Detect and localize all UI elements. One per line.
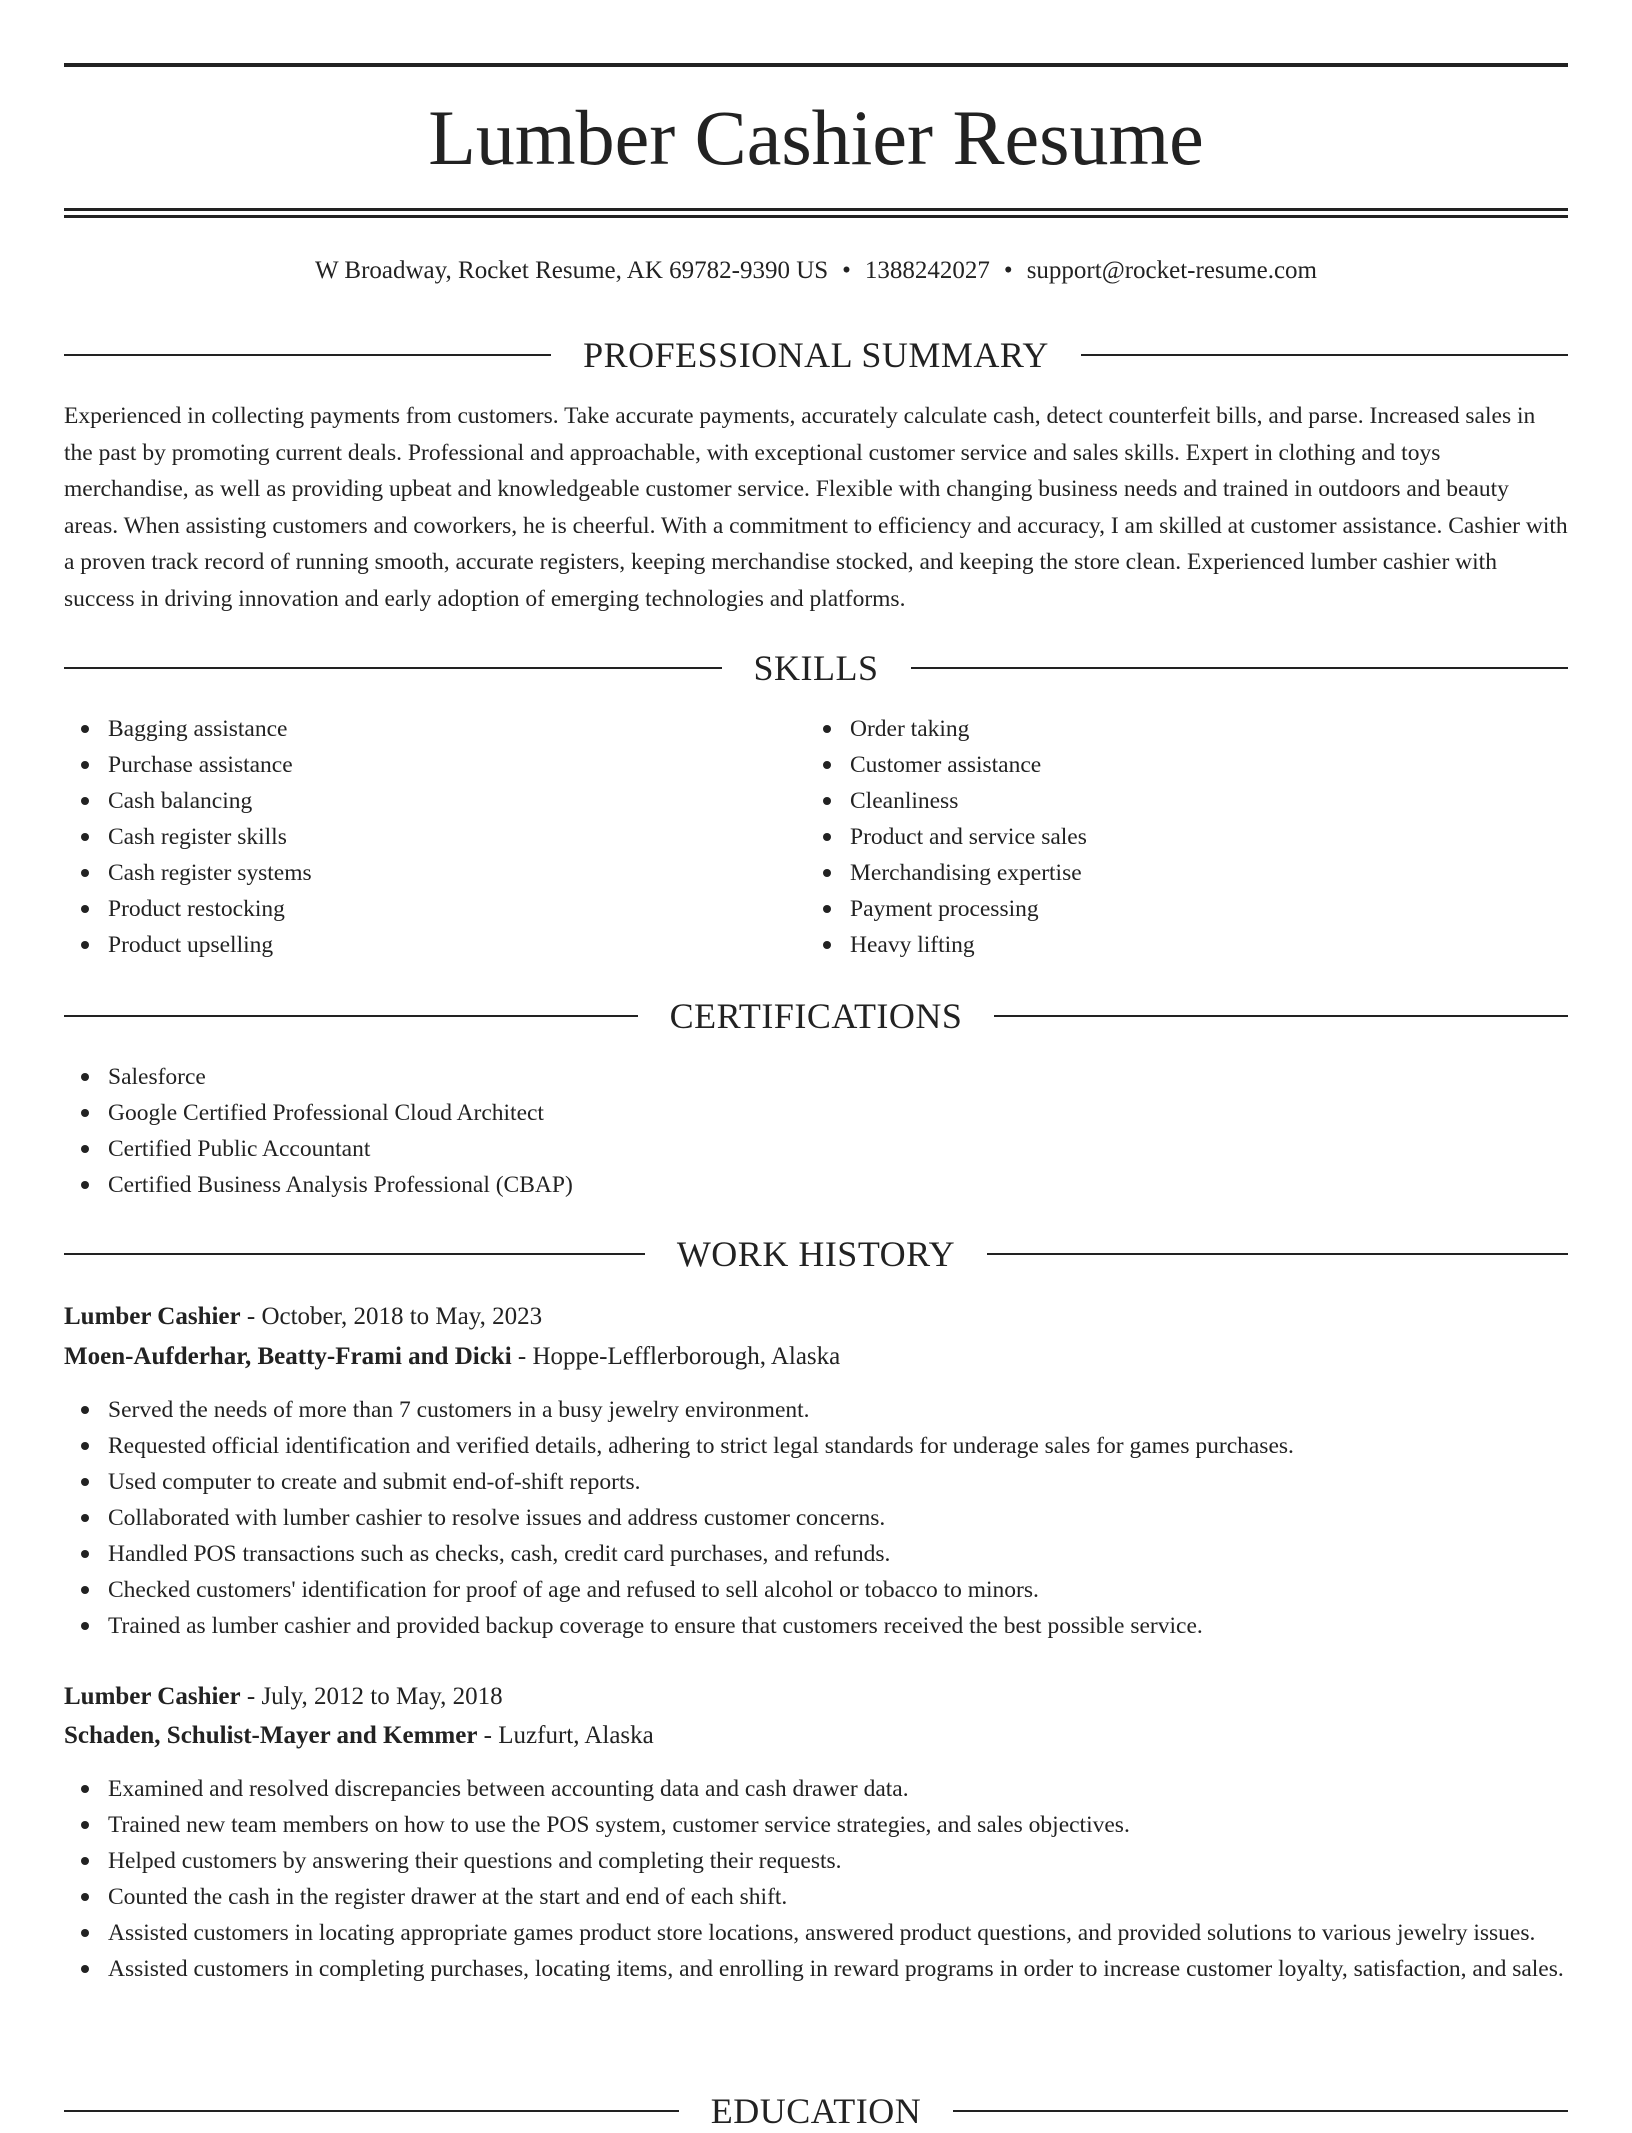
contact-phone: 1388242027 [864,257,990,284]
dash: - [240,1303,262,1330]
job-title: Lumber Cashier [64,1683,241,1710]
certification-item: Certified Business Analysis Professional (CBAP) [108,1167,1568,1203]
job-bullet: Handled POS transactions such as checks, cash, credit card purchases, and refunds. [108,1536,1568,1572]
skill-item: Product and service sales [850,819,1550,855]
job-title: Lumber Cashier [64,1303,241,1330]
job-bullet: Helped customers by answering their questions and completing their requests. [108,1843,1568,1879]
job-bullet: Requested official identification and verified details, adhering to strict legal standards for underage sales for games purchases. [108,1428,1568,1464]
section-heading-summary [64,333,1568,377]
skill-item: Customer assistance [850,747,1550,783]
job-location: Hoppe-Lefflerborough, Alaska [532,1343,841,1370]
skill-item: Product restocking [108,891,808,927]
job-bullets [64,1771,1568,1987]
skill-item: Merchandising expertise [850,855,1550,891]
skill-item: Product upselling [108,927,808,963]
heading-rule [1081,354,1568,356]
heading-rule [64,1253,645,1255]
job-bullet: Trained new team members on how to use the POS system, customer service strategies, and sales objectives. [108,1807,1568,1843]
skills-list-left [64,711,808,963]
contact-separator: • [1003,257,1013,284]
job-dates: July, 2012 to May, 2018 [261,1683,503,1710]
section-heading-education [64,2089,1568,2133]
section-title: WORK HISTORY [676,1234,956,1274]
skill-item: Cash register systems [108,855,808,891]
skill-item: Heavy lifting [850,927,1550,963]
header-double-rule-upper [64,208,1568,211]
job-bullet: Assisted customers in locating appropriate games product store locations, answered product questions, and provided solutions to various jewelry issues. [108,1915,1568,1951]
header-top-rule [64,63,1568,67]
header-double-rule-lower [64,215,1568,218]
certification-item: Certified Public Accountant [108,1131,1568,1167]
heading-rule [64,354,551,356]
heading-rule [911,667,1569,669]
certifications-list [64,1059,1568,1203]
certification-item: Google Certified Professional Cloud Architect [108,1095,1568,1131]
job-bullet: Assisted customers in completing purchases, locating items, and enrolling in reward programs in order to increase customer loyalty, satisfaction, and sales. [108,1951,1568,1987]
job-bullet: Trained as lumber cashier and provided backup coverage to ensure that customers received the best possible service. [108,1608,1568,1644]
skill-item: Bagging assistance [108,711,808,747]
job-company-line [64,1339,1568,1375]
skill-item: Payment processing [850,891,1550,927]
resume-title: Lumber Cashier Resume [428,94,1204,181]
section-title: SKILLS [753,648,879,688]
heading-rule [994,1015,1568,1017]
certification-item: Salesforce [108,1059,1568,1095]
summary-paragraph: Experienced in collecting payments from customers. Take accurate payments, accurately calculate cash, detect counterfeit bills, and parse. Increased sales in the past by promoting current deals. Professional and approachable, with exceptional customer service and sales skills. Expert in clothing and toys merchandise, as well as providing upbeat and knowledgeable customer service. Flexible with changing business needs and trained in outdoors and beauty areas. When assisting customers and coworkers, he is cheerful. With a commitment to efficiency and accuracy, I am skilled at customer assistance. Cashier with a proven track record of running smooth, accurate registers, keeping merchandise stocked, and keeping the store clean. Experienced lumber cashier with success in driving innovation and early adoption of emerging technologies and platforms. [64,403,1568,612]
section-heading-skills [64,646,1568,690]
skill-item: Cleanliness [850,783,1550,819]
job-dates: October, 2018 to May, 2023 [261,1303,543,1330]
section-heading-certifications [64,994,1568,1038]
skill-item: Cash balancing [108,783,808,819]
contact-email[interactable]: support@rocket-resume.com [1026,257,1317,284]
job-company: Schaden, Schulist-Mayer and Kemmer [64,1722,478,1749]
section-title: EDUCATION [710,2091,922,2131]
heading-rule [987,1253,1568,1255]
job-bullet: Checked customers' identification for proof of age and refused to sell alcohol or tobacco to minors. [108,1572,1568,1608]
contact-separator: • [842,257,851,284]
section-heading-work-history [64,1232,1568,1276]
job-bullet: Counted the cash in the register drawer at the start and end of each shift. [108,1879,1568,1915]
job-company-line [64,1718,1568,1754]
job-bullets [64,1392,1568,1644]
job-bullet: Used computer to create and submit end-of-shift reports. [108,1464,1568,1500]
job-bullet: Examined and resolved discrepancies between accounting data and cash drawer data. [108,1771,1568,1807]
section-title: CERTIFICATIONS [669,996,963,1036]
contact-address: W Broadway, Rocket Resume, AK 69782-9390 US [315,257,829,284]
job-location: Luzfurt, Alaska [498,1722,654,1749]
contact-line [64,254,1568,288]
heading-rule [64,1015,638,1017]
job-title-line [64,1299,1568,1335]
heading-rule [64,667,722,669]
skill-item: Cash register skills [108,819,808,855]
job-company: Moen-Aufderhar, Beatty-Frami and Dicki [64,1343,512,1370]
dash: - [477,1722,499,1749]
skills-list-right [806,711,1550,963]
section-title: PROFESSIONAL SUMMARY [583,335,1049,375]
skill-item: Purchase assistance [108,747,808,783]
job-bullet: Collaborated with lumber cashier to resolve issues and address customer concerns. [108,1500,1568,1536]
skill-item: Order taking [850,711,1550,747]
dash: - [511,1343,533,1370]
job-title-line [64,1679,1568,1715]
dash: - [240,1683,262,1710]
job-bullet: Served the needs of more than 7 customers in a busy jewelry environment. [108,1392,1568,1428]
